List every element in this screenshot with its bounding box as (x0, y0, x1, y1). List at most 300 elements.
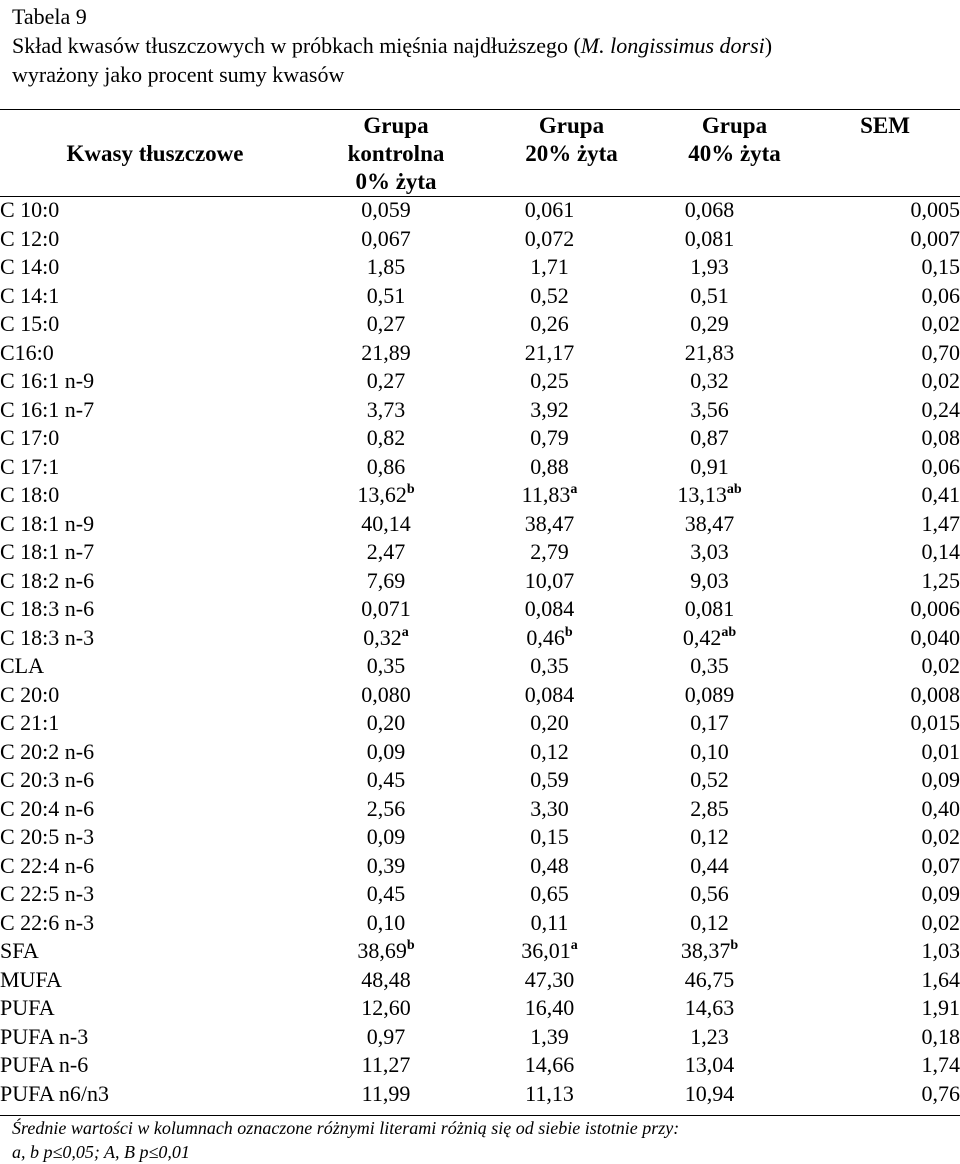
cell-control-value: 11,27 (362, 1052, 411, 1077)
cell-20-rye-value: 0,25 (530, 368, 569, 393)
cell-sem (792, 738, 960, 767)
cell-control (300, 424, 472, 453)
cell-sem-value: 1,64 (922, 967, 960, 992)
cell-20-rye-value: 0,26 (530, 311, 569, 336)
cell-40-rye (627, 339, 792, 368)
cell-sem-value: 0,007 (911, 226, 960, 251)
cell-acid-name-value: C 14:0 (0, 254, 59, 279)
cell-40-rye (627, 852, 792, 881)
cell-control (300, 253, 472, 282)
cell-sem-value: 0,040 (911, 625, 960, 650)
cell-sem-value: 0,06 (922, 283, 960, 308)
cell-sem-value: 0,08 (922, 425, 960, 450)
table-row (0, 709, 960, 738)
cell-acid-name (0, 937, 300, 966)
cell-control (300, 225, 472, 254)
footnote (12, 1116, 679, 1164)
cell-40-rye (627, 795, 792, 824)
cell-control (300, 966, 472, 995)
cell-40-rye (627, 909, 792, 938)
cell-20-rye-value: 3,30 (530, 796, 569, 821)
cell-acid-name-value: C 22:4 n-6 (0, 853, 94, 878)
title-text: Skład kwasów tłuszczowych w próbkach mięśnia najdłuższego ( (12, 33, 581, 58)
cell-acid-name-value: C 20:0 (0, 682, 59, 707)
table-title (12, 31, 772, 60)
cell-40-rye (627, 1023, 792, 1052)
cell-sem (792, 310, 960, 339)
cell-sem (792, 652, 960, 681)
cell-40-rye-value: 0,29 (690, 311, 729, 336)
cell-acid-name (0, 481, 300, 510)
cell-20-rye-value: 2,79 (530, 539, 569, 564)
cell-20-rye-value: 0,88 (530, 454, 569, 479)
title-text-end: ) (765, 33, 772, 58)
table-row (0, 538, 960, 567)
cell-acid-name-value: PUFA n-6 (0, 1052, 88, 1077)
header-fatty-acids: Kwasy tłuszczowe (40, 140, 270, 168)
table-title-line2: wyrażony jako procent sumy kwasów (12, 60, 772, 89)
cell-20-rye-value: 16,40 (525, 995, 575, 1020)
table-row (0, 1023, 960, 1052)
cell-sem (792, 339, 960, 368)
cell-control-value: 0,32 (363, 625, 402, 650)
cell-control (300, 652, 472, 681)
cell-40-rye-value: 14,63 (685, 995, 735, 1020)
table-row (0, 909, 960, 938)
cell-acid-name (0, 310, 300, 339)
significance-letter: b (407, 938, 415, 953)
cell-sem-value: 0,008 (911, 682, 960, 707)
cell-20-rye-value: 0,12 (530, 739, 569, 764)
cell-acid-name (0, 994, 300, 1023)
cell-40-rye-value: 0,081 (685, 226, 735, 251)
cell-40-rye (627, 396, 792, 425)
cell-40-rye (627, 196, 792, 225)
cell-40-rye (627, 1051, 792, 1080)
cell-40-rye (627, 453, 792, 482)
cell-40-rye (627, 310, 792, 339)
header-40-line2: 40% żyta (652, 140, 817, 168)
cell-sem (792, 880, 960, 909)
cell-control-value: 0,45 (367, 881, 406, 906)
cell-control (300, 880, 472, 909)
cell-acid-name-value: C 17:0 (0, 425, 59, 450)
cell-control-value: 11,99 (362, 1081, 411, 1106)
cell-acid-name (0, 339, 300, 368)
title-latin-name: M. longissimus dorsi (581, 33, 765, 58)
table-label: Tabela 9 (12, 2, 772, 31)
cell-20-rye (472, 282, 627, 311)
cell-acid-name-value: C 18:0 (0, 482, 59, 507)
cell-20-rye-value: 0,084 (525, 596, 575, 621)
fatty-acid-table (0, 196, 960, 1108)
cell-acid-name (0, 766, 300, 795)
cell-20-rye (472, 339, 627, 368)
cell-40-rye (627, 367, 792, 396)
cell-20-rye (472, 1080, 627, 1109)
cell-acid-name (0, 795, 300, 824)
cell-control (300, 310, 472, 339)
cell-acid-name-value: SFA (0, 938, 39, 963)
cell-sem-value: 0,006 (911, 596, 960, 621)
cell-acid-name-value: C 16:1 n-9 (0, 368, 94, 393)
cell-acid-name (0, 966, 300, 995)
cell-control (300, 624, 472, 653)
cell-sem-value: 1,47 (922, 511, 960, 536)
cell-acid-name-value: C 22:6 n-3 (0, 910, 94, 935)
table-row (0, 624, 960, 653)
cell-control-value: 0,059 (361, 197, 411, 222)
cell-acid-name (0, 909, 300, 938)
cell-40-rye-value: 0,089 (685, 682, 735, 707)
cell-20-rye (472, 196, 627, 225)
cell-sem (792, 424, 960, 453)
cell-20-rye-value: 0,79 (530, 425, 569, 450)
cell-control (300, 766, 472, 795)
cell-20-rye-value: 0,52 (530, 283, 569, 308)
table-row (0, 396, 960, 425)
cell-40-rye (627, 595, 792, 624)
cell-40-rye-value: 1,93 (690, 254, 729, 279)
cell-20-rye-value: 1,71 (530, 254, 569, 279)
cell-40-rye (627, 624, 792, 653)
cell-sem (792, 253, 960, 282)
cell-control (300, 367, 472, 396)
cell-40-rye-value: 13,13 (677, 482, 727, 507)
cell-40-rye-value: 3,56 (690, 397, 729, 422)
table-row (0, 994, 960, 1023)
cell-control-value: 0,067 (361, 226, 411, 251)
cell-20-rye (472, 253, 627, 282)
cell-40-rye-value: 10,94 (685, 1081, 735, 1106)
cell-40-rye-value: 9,03 (690, 568, 729, 593)
cell-acid-name (0, 823, 300, 852)
cell-sem-value: 0,09 (922, 767, 960, 792)
cell-acid-name-value: C 20:2 n-6 (0, 739, 94, 764)
cell-40-rye (627, 681, 792, 710)
cell-control-value: 48,48 (361, 967, 411, 992)
cell-40-rye (627, 738, 792, 767)
header-control-line1: Grupa (310, 112, 482, 140)
cell-acid-name (0, 367, 300, 396)
cell-40-rye-value: 2,85 (690, 796, 729, 821)
cell-20-rye-value: 0,65 (530, 881, 569, 906)
cell-control-value: 0,82 (367, 425, 406, 450)
table-row (0, 1080, 960, 1109)
cell-sem (792, 795, 960, 824)
cell-40-rye-value: 0,17 (690, 710, 729, 735)
cell-40-rye-value: 1,23 (690, 1024, 729, 1049)
table-row (0, 567, 960, 596)
cell-sem-value: 0,24 (922, 397, 960, 422)
cell-40-rye-value: 38,37 (681, 938, 731, 963)
cell-sem (792, 538, 960, 567)
cell-sem (792, 225, 960, 254)
table-row (0, 681, 960, 710)
cell-control-value: 3,73 (367, 397, 406, 422)
cell-20-rye (472, 823, 627, 852)
table-row (0, 652, 960, 681)
table-row (0, 225, 960, 254)
cell-control-value: 0,51 (367, 283, 406, 308)
cell-sem (792, 1023, 960, 1052)
cell-control-value: 0,45 (367, 767, 406, 792)
cell-control-value: 2,56 (367, 796, 406, 821)
cell-20-rye (472, 624, 627, 653)
significance-letter: b (565, 625, 573, 640)
cell-sem-value: 0,14 (922, 539, 960, 564)
cell-control-value: 0,27 (367, 368, 406, 393)
cell-sem (792, 481, 960, 510)
cell-20-rye-value: 11,83 (522, 482, 571, 507)
cell-40-rye (627, 994, 792, 1023)
cell-acid-name-value: C 18:3 n-6 (0, 596, 94, 621)
cell-acid-name (0, 880, 300, 909)
table-row (0, 453, 960, 482)
cell-20-rye-value: 36,01 (521, 938, 571, 963)
cell-control (300, 709, 472, 738)
cell-40-rye (627, 766, 792, 795)
cell-20-rye-value: 0,061 (525, 197, 575, 222)
cell-sem-value: 0,01 (922, 739, 960, 764)
cell-40-rye (627, 880, 792, 909)
cell-control-value: 0,09 (367, 739, 406, 764)
cell-20-rye-value: 0,084 (525, 682, 575, 707)
cell-control-value: 38,69 (357, 938, 407, 963)
cell-20-rye (472, 510, 627, 539)
cell-sem (792, 367, 960, 396)
cell-20-rye-value: 3,92 (530, 397, 569, 422)
cell-40-rye (627, 709, 792, 738)
cell-acid-name (0, 196, 300, 225)
cell-sem (792, 567, 960, 596)
header-control-line2: kontrolna (310, 140, 482, 168)
cell-control-value: 0,071 (361, 596, 411, 621)
cell-20-rye-value: 0,072 (525, 226, 575, 251)
cell-20-rye (472, 225, 627, 254)
cell-20-rye (472, 481, 627, 510)
cell-acid-name (0, 624, 300, 653)
cell-acid-name-value: C 14:1 (0, 283, 59, 308)
cell-acid-name (0, 1080, 300, 1109)
table-row (0, 310, 960, 339)
cell-control-value: 0,20 (367, 710, 406, 735)
cell-sem-value: 0,015 (911, 710, 960, 735)
cell-sem-value: 1,91 (922, 995, 960, 1020)
cell-control (300, 196, 472, 225)
cell-40-rye-value: 46,75 (685, 967, 735, 992)
table-row (0, 253, 960, 282)
table-row (0, 481, 960, 510)
cell-40-rye-value: 0,12 (690, 910, 729, 935)
cell-20-rye (472, 994, 627, 1023)
cell-sem (792, 1051, 960, 1080)
cell-40-rye (627, 966, 792, 995)
cell-sem (792, 937, 960, 966)
cell-control-value: 0,97 (367, 1024, 406, 1049)
table-row (0, 880, 960, 909)
cell-sem (792, 624, 960, 653)
cell-acid-name-value: MUFA (0, 967, 62, 992)
cell-control-value: 40,14 (361, 511, 411, 536)
cell-acid-name (0, 681, 300, 710)
cell-20-rye-value: 21,17 (525, 340, 575, 365)
table-row (0, 852, 960, 881)
cell-40-rye-value: 0,068 (685, 197, 735, 222)
significance-letter: a (570, 482, 577, 497)
cell-sem-value: 0,41 (922, 482, 960, 507)
header-20-rye-group (494, 112, 649, 168)
cell-control-value: 1,85 (367, 254, 406, 279)
cell-sem-value: 0,07 (922, 853, 960, 878)
cell-sem-value: 0,06 (922, 454, 960, 479)
cell-control-value: 13,62 (357, 482, 407, 507)
cell-acid-name (0, 738, 300, 767)
cell-40-rye (627, 253, 792, 282)
cell-acid-name (0, 282, 300, 311)
cell-sem (792, 681, 960, 710)
cell-40-rye-value: 21,83 (685, 340, 735, 365)
cell-40-rye-value: 0,51 (690, 283, 729, 308)
footnote-line1: Średnie wartości w kolumnach oznaczone różnymi literami różnią się od siebie istotnie przy: (12, 1116, 679, 1140)
cell-acid-name-value: PUFA n-3 (0, 1024, 88, 1049)
cell-20-rye-value: 0,46 (526, 625, 565, 650)
cell-acid-name-value: C 15:0 (0, 311, 59, 336)
cell-40-rye-value: 0,10 (690, 739, 729, 764)
cell-20-rye (472, 852, 627, 881)
cell-20-rye (472, 1051, 627, 1080)
cell-40-rye-value: 0,44 (690, 853, 729, 878)
cell-control-value: 2,47 (367, 539, 406, 564)
cell-sem (792, 196, 960, 225)
table-row (0, 738, 960, 767)
cell-20-rye (472, 538, 627, 567)
table-body (0, 196, 960, 1108)
cell-40-rye (627, 424, 792, 453)
cell-20-rye (472, 738, 627, 767)
cell-20-rye-value: 0,48 (530, 853, 569, 878)
cell-20-rye-value: 0,20 (530, 710, 569, 735)
cell-acid-name-value: C 22:5 n-3 (0, 881, 94, 906)
cell-sem (792, 453, 960, 482)
cell-sem-value: 0,76 (922, 1081, 960, 1106)
cell-40-rye-value: 3,03 (690, 539, 729, 564)
header-40-rye-group (652, 112, 817, 168)
cell-40-rye-value: 0,32 (690, 368, 729, 393)
cell-control (300, 937, 472, 966)
cell-acid-name-value: C 17:1 (0, 454, 59, 479)
table-row (0, 937, 960, 966)
header-control-group (310, 112, 482, 196)
table-row (0, 196, 960, 225)
cell-40-rye-value: 0,91 (690, 454, 729, 479)
cell-20-rye-value: 1,39 (530, 1024, 569, 1049)
cell-sem-value: 0,02 (922, 311, 960, 336)
cell-acid-name (0, 567, 300, 596)
cell-control (300, 994, 472, 1023)
cell-40-rye (627, 510, 792, 539)
cell-control-value: 7,69 (367, 568, 406, 593)
cell-control (300, 396, 472, 425)
header-40-line1: Grupa (652, 112, 817, 140)
cell-20-rye-value: 0,15 (530, 824, 569, 849)
cell-20-rye-value: 0,35 (530, 653, 569, 678)
cell-40-rye (627, 823, 792, 852)
cell-acid-name-value: C 20:5 n-3 (0, 824, 94, 849)
cell-sem-value: 0,005 (911, 197, 960, 222)
cell-40-rye-value: 0,52 (690, 767, 729, 792)
cell-20-rye-value: 11,13 (525, 1081, 574, 1106)
cell-20-rye (472, 567, 627, 596)
cell-20-rye-value: 38,47 (525, 511, 575, 536)
cell-acid-name-value: C 12:0 (0, 226, 59, 251)
table-row (0, 966, 960, 995)
cell-acid-name (0, 453, 300, 482)
table-row (0, 823, 960, 852)
cell-20-rye (472, 396, 627, 425)
cell-acid-name (0, 652, 300, 681)
cell-sem (792, 1080, 960, 1109)
cell-20-rye (472, 909, 627, 938)
footnote-line2: a, b p≤0,05; A, B p≤0,01 (12, 1140, 679, 1164)
cell-acid-name (0, 396, 300, 425)
cell-20-rye (472, 453, 627, 482)
cell-40-rye-value: 0,56 (690, 881, 729, 906)
cell-40-rye-value: 38,47 (685, 511, 735, 536)
cell-20-rye (472, 310, 627, 339)
header-control-line3: 0% żyta (310, 168, 482, 196)
cell-acid-name-value: C 18:1 n-9 (0, 511, 94, 536)
cell-control (300, 538, 472, 567)
cell-20-rye (472, 1023, 627, 1052)
top-rule (0, 109, 960, 110)
cell-40-rye (627, 481, 792, 510)
table-row (0, 1051, 960, 1080)
cell-control (300, 738, 472, 767)
cell-40-rye-value: 0,081 (685, 596, 735, 621)
cell-acid-name (0, 424, 300, 453)
cell-acid-name (0, 225, 300, 254)
cell-control (300, 1080, 472, 1109)
cell-sem (792, 823, 960, 852)
cell-sem-value: 0,18 (922, 1024, 960, 1049)
cell-sem-value: 1,25 (922, 568, 960, 593)
significance-letter: ab (721, 625, 736, 640)
cell-acid-name-value: C 18:1 n-7 (0, 539, 94, 564)
cell-control-value: 0,09 (367, 824, 406, 849)
cell-control (300, 795, 472, 824)
table-row (0, 510, 960, 539)
cell-control (300, 481, 472, 510)
cell-control-value: 12,60 (361, 995, 411, 1020)
cell-control (300, 595, 472, 624)
cell-sem (792, 852, 960, 881)
header-20-line1: Grupa (494, 112, 649, 140)
cell-sem (792, 909, 960, 938)
cell-20-rye (472, 709, 627, 738)
cell-40-rye-value: 0,87 (690, 425, 729, 450)
cell-sem-value: 0,15 (922, 254, 960, 279)
cell-acid-name (0, 253, 300, 282)
cell-sem (792, 994, 960, 1023)
cell-control-value: 21,89 (361, 340, 411, 365)
cell-acid-name-value: C 18:2 n-6 (0, 568, 94, 593)
cell-control (300, 510, 472, 539)
cell-control-value: 0,39 (367, 853, 406, 878)
cell-sem-value: 0,02 (922, 368, 960, 393)
cell-40-rye (627, 538, 792, 567)
significance-letter: ab (727, 482, 742, 497)
